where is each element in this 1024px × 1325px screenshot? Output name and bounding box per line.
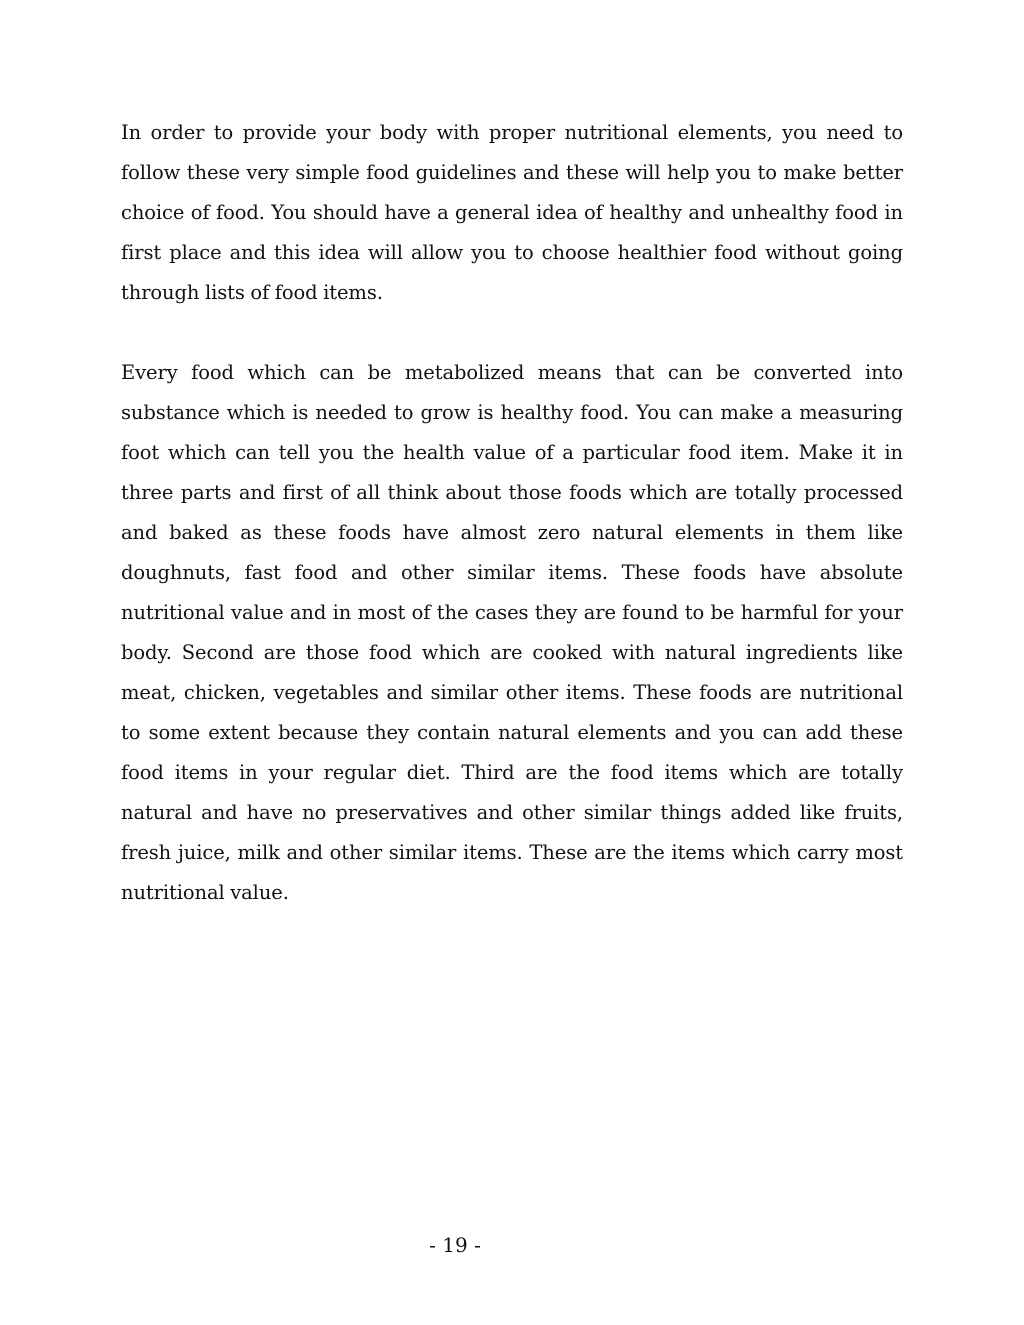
body-text <box>121 113 903 913</box>
paragraph: In order to provide your body with proper nutritional elements, you need to follow these very simple food guidelines and these will help you to make better choice of food. You should have a general idea of healthy and unhealthy food in first place and this idea will allow you to choose healthier food without going through lists of food items. <box>121 121 903 304</box>
paragraph: Every food which can be metabolized means that can be converted into substance which is needed to grow is healthy food. You can make a measuring foot which can tell you the health value of a particular food item. Make it in three parts and first of all think about those foods which are totally processed and baked as these foods have almost zero natural elements in them like doughnuts, fast food and other similar items. These foods have absolute nutritional value and in most of the cases they are found to be harmful for your body. Second are those food which are cooked with natural ingredients like meat, chicken, vegetables and similar other items. These foods are nutritional to some extent because they contain natural elements and you can add these food items in your regular diet. Third are the food items which are totally natural and have no preservatives and other similar things added like fruits, fresh juice, milk and other similar items. These are the items which carry most nutritional value. <box>121 361 903 904</box>
page-number: - 19 - <box>429 1233 481 1257</box>
